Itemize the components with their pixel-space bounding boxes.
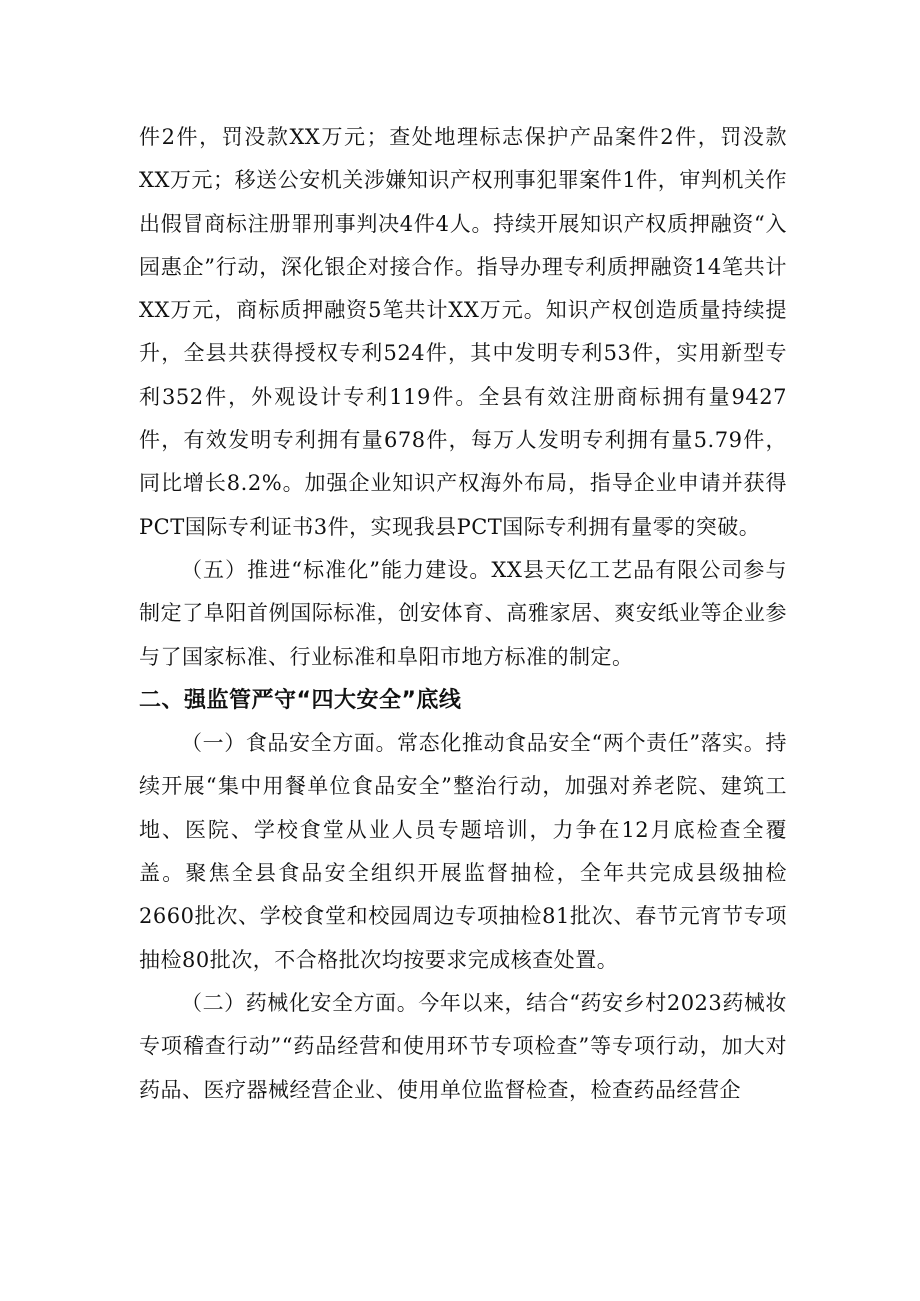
paragraph-ip-cases-and-patents: 件2件，罚没款XX万元；查处地理标志保护产品案件2件，罚没款XX万元；移送公安机关涉嫌知识产权刑事犯罪案件1件，审判机关作出假冒商标注册罪刑事判决4件4人。持续开展知识产权质押融资“入园惠企”行动，深化银企对接合作。指导办理专利质押融资14笔共计XX万元，商标质押融资5笔共计XX万元。知识产权创造质量持续提升，全县共获得授权专利524件，其中发明专利53件，实用新型专利352件，外观设计专利119件。全县有效注册商标拥有量9427件，有效发明专利拥有量678件，每万人发明专利拥有量5.79件，同比增长8.2%。加强企业知识产权海外布局，指导企业申请并获得PCT国际专利证书3件，实现我县PCT国际专利拥有量零的突破。 — [139, 125, 787, 539]
paragraph-standardization: （五）推进“标准化”能力建设。XX县天亿工艺品有限公司参与制定了阜阳首例国际标准，创安体育、高雅家居、爽安纸业等企业参与了国家标准、行业标准和阜阳市地方标准的制定。 — [139, 557, 787, 669]
document-body — [139, 116, 787, 1112]
section-heading-four-safety: 二、强监管严守“四大安全”底线 — [139, 687, 462, 713]
paragraph-drug-device-safety: （二）药械化安全方面。今年以来，结合“药安乡村2023药械妆专项稽查行动”“药品经营和使用环节专项检查”等专项行动，加大对药品、医疗器械经营企业、使用单位监督检查，检查药品经营企 — [139, 990, 787, 1102]
paragraph-food-safety: （一）食品安全方面。常态化推动食品安全“两个责任”落实。持续开展“集中用餐单位食品安全”整治行动，加强对养老院、建筑工地、医院、学校食堂从业人员专题培训，力争在12月底检查全覆盖。聚焦全县食品安全组织开展监督抽检，全年共完成县级抽检2660批次、学校食堂和校园周边专项抽检81批次、春节元宵节专项抽检80批次，不合格批次均按要求完成核查处置。 — [139, 731, 787, 972]
